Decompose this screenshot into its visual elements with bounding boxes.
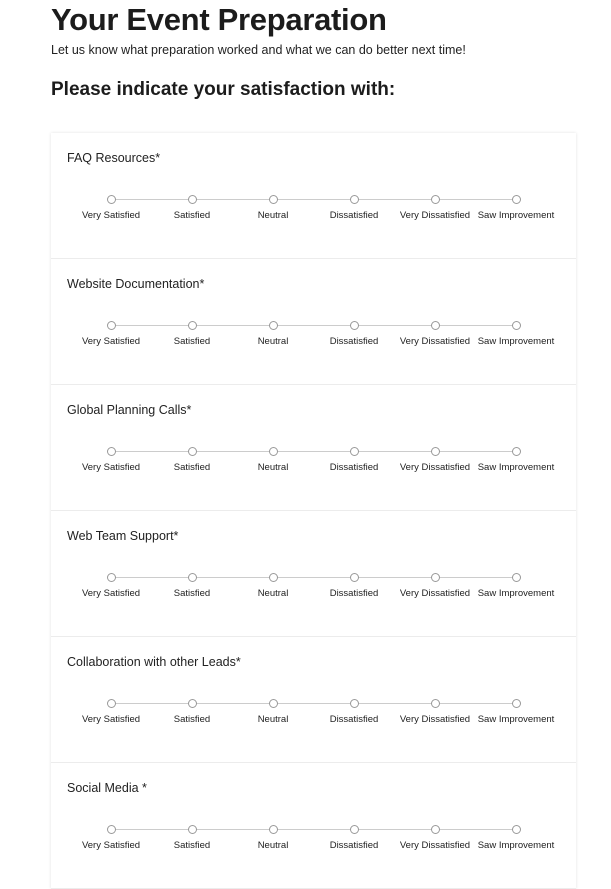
option-label: Very Satisfied — [81, 840, 141, 851]
radio-option[interactable] — [309, 825, 399, 851]
radio-option[interactable] — [390, 573, 480, 599]
question-title: Web Team Support* — [67, 529, 179, 543]
radio-button[interactable] — [269, 825, 278, 834]
radio-option[interactable] — [390, 447, 480, 473]
option-label: Saw Improvement — [477, 714, 555, 725]
radio-option[interactable] — [147, 825, 237, 851]
radio-option[interactable] — [471, 321, 561, 347]
radio-button[interactable] — [350, 825, 359, 834]
radio-option[interactable] — [471, 699, 561, 725]
radio-button[interactable] — [512, 447, 521, 456]
question-title: Website Documentation* — [67, 277, 205, 291]
option-label: Very Dissatisfied — [399, 588, 471, 599]
option-label: Satisfied — [173, 588, 211, 599]
radio-option[interactable] — [228, 573, 318, 599]
option-label: Very Dissatisfied — [399, 336, 471, 347]
radio-option[interactable] — [228, 699, 318, 725]
radio-option[interactable] — [147, 195, 237, 221]
radio-option[interactable] — [66, 447, 156, 473]
radio-button[interactable] — [107, 573, 116, 582]
radio-button[interactable] — [269, 699, 278, 708]
option-label: Saw Improvement — [477, 462, 555, 473]
option-label: Very Satisfied — [81, 714, 141, 725]
radio-option[interactable] — [228, 447, 318, 473]
page-title: Your Event Preparation — [51, 2, 387, 37]
radio-option[interactable] — [147, 573, 237, 599]
option-label: Dissatisfied — [329, 714, 379, 725]
radio-button[interactable] — [350, 573, 359, 582]
option-label: Satisfied — [173, 840, 211, 851]
option-label: Very Dissatisfied — [399, 840, 471, 851]
radio-button[interactable] — [431, 825, 440, 834]
option-label: Saw Improvement — [477, 588, 555, 599]
radio-button[interactable] — [512, 321, 521, 330]
page-subtitle: Let us know what preparation worked and what we can do better next time! — [51, 43, 466, 57]
option-label: Very Dissatisfied — [399, 714, 471, 725]
radio-button[interactable] — [269, 321, 278, 330]
radio-button[interactable] — [512, 573, 521, 582]
option-label: Neutral — [257, 840, 289, 851]
radio-option[interactable] — [228, 825, 318, 851]
radio-option[interactable] — [390, 321, 480, 347]
radio-button[interactable] — [350, 321, 359, 330]
radio-button[interactable] — [269, 447, 278, 456]
option-label: Satisfied — [173, 336, 211, 347]
option-label: Dissatisfied — [329, 462, 379, 473]
radio-button[interactable] — [188, 825, 197, 834]
question-block — [51, 637, 576, 763]
radio-button[interactable] — [350, 699, 359, 708]
option-label: Saw Improvement — [477, 336, 555, 347]
option-label: Neutral — [257, 714, 289, 725]
option-label: Very Satisfied — [81, 462, 141, 473]
radio-option[interactable] — [147, 699, 237, 725]
radio-button[interactable] — [188, 447, 197, 456]
radio-button[interactable] — [107, 195, 116, 204]
radio-option[interactable] — [66, 699, 156, 725]
option-label: Dissatisfied — [329, 588, 379, 599]
radio-button[interactable] — [188, 195, 197, 204]
radio-option[interactable] — [471, 825, 561, 851]
option-label: Dissatisfied — [329, 336, 379, 347]
radio-button[interactable] — [431, 573, 440, 582]
question-title: Social Media * — [67, 781, 147, 795]
option-label: Very Satisfied — [81, 588, 141, 599]
question-title: Collaboration with other Leads* — [67, 655, 241, 669]
radio-option[interactable] — [66, 573, 156, 599]
radio-option[interactable] — [66, 195, 156, 221]
radio-option[interactable] — [309, 321, 399, 347]
option-label: Satisfied — [173, 462, 211, 473]
option-label: Satisfied — [173, 714, 211, 725]
radio-button[interactable] — [269, 195, 278, 204]
radio-option[interactable] — [471, 447, 561, 473]
question-title: Global Planning Calls* — [67, 403, 192, 417]
section-heading: Please indicate your satisfaction with: — [51, 79, 396, 100]
radio-button[interactable] — [431, 447, 440, 456]
radio-option[interactable] — [390, 825, 480, 851]
radio-option[interactable] — [66, 321, 156, 347]
survey-card — [51, 133, 576, 889]
radio-button[interactable] — [107, 321, 116, 330]
radio-button[interactable] — [350, 195, 359, 204]
option-label: Neutral — [257, 210, 289, 221]
radio-option[interactable] — [390, 699, 480, 725]
radio-option[interactable] — [228, 195, 318, 221]
radio-option[interactable] — [471, 195, 561, 221]
option-label: Neutral — [257, 336, 289, 347]
option-label: Saw Improvement — [477, 840, 555, 851]
option-label: Very Satisfied — [81, 210, 141, 221]
option-label: Dissatisfied — [329, 210, 379, 221]
radio-button[interactable] — [431, 699, 440, 708]
radio-button[interactable] — [512, 699, 521, 708]
option-label: Very Dissatisfied — [399, 210, 471, 221]
option-label: Dissatisfied — [329, 840, 379, 851]
radio-option[interactable] — [471, 573, 561, 599]
radio-option[interactable] — [147, 321, 237, 347]
radio-option[interactable] — [309, 573, 399, 599]
radio-button[interactable] — [512, 195, 521, 204]
question-block — [51, 259, 576, 385]
radio-option[interactable] — [309, 699, 399, 725]
option-label: Very Satisfied — [81, 336, 141, 347]
option-label: Satisfied — [173, 210, 211, 221]
option-label: Very Dissatisfied — [399, 462, 471, 473]
option-label: Neutral — [257, 462, 289, 473]
radio-button[interactable] — [107, 447, 116, 456]
radio-option[interactable] — [309, 447, 399, 473]
radio-option[interactable] — [309, 195, 399, 221]
radio-button[interactable] — [107, 825, 116, 834]
radio-option[interactable] — [390, 195, 480, 221]
radio-option[interactable] — [147, 447, 237, 473]
radio-button[interactable] — [431, 195, 440, 204]
radio-button[interactable] — [350, 447, 359, 456]
option-label: Saw Improvement — [477, 210, 555, 221]
question-block — [51, 133, 576, 259]
radio-button[interactable] — [512, 825, 521, 834]
question-block — [51, 511, 576, 637]
option-label: Neutral — [257, 588, 289, 599]
question-block — [51, 763, 576, 889]
radio-button[interactable] — [107, 699, 116, 708]
radio-button[interactable] — [188, 573, 197, 582]
radio-option[interactable] — [228, 321, 318, 347]
question-title: FAQ Resources* — [67, 151, 161, 165]
radio-option[interactable] — [66, 825, 156, 851]
radio-button[interactable] — [188, 699, 197, 708]
radio-button[interactable] — [431, 321, 440, 330]
question-block — [51, 385, 576, 511]
radio-button[interactable] — [188, 321, 197, 330]
radio-button[interactable] — [269, 573, 278, 582]
